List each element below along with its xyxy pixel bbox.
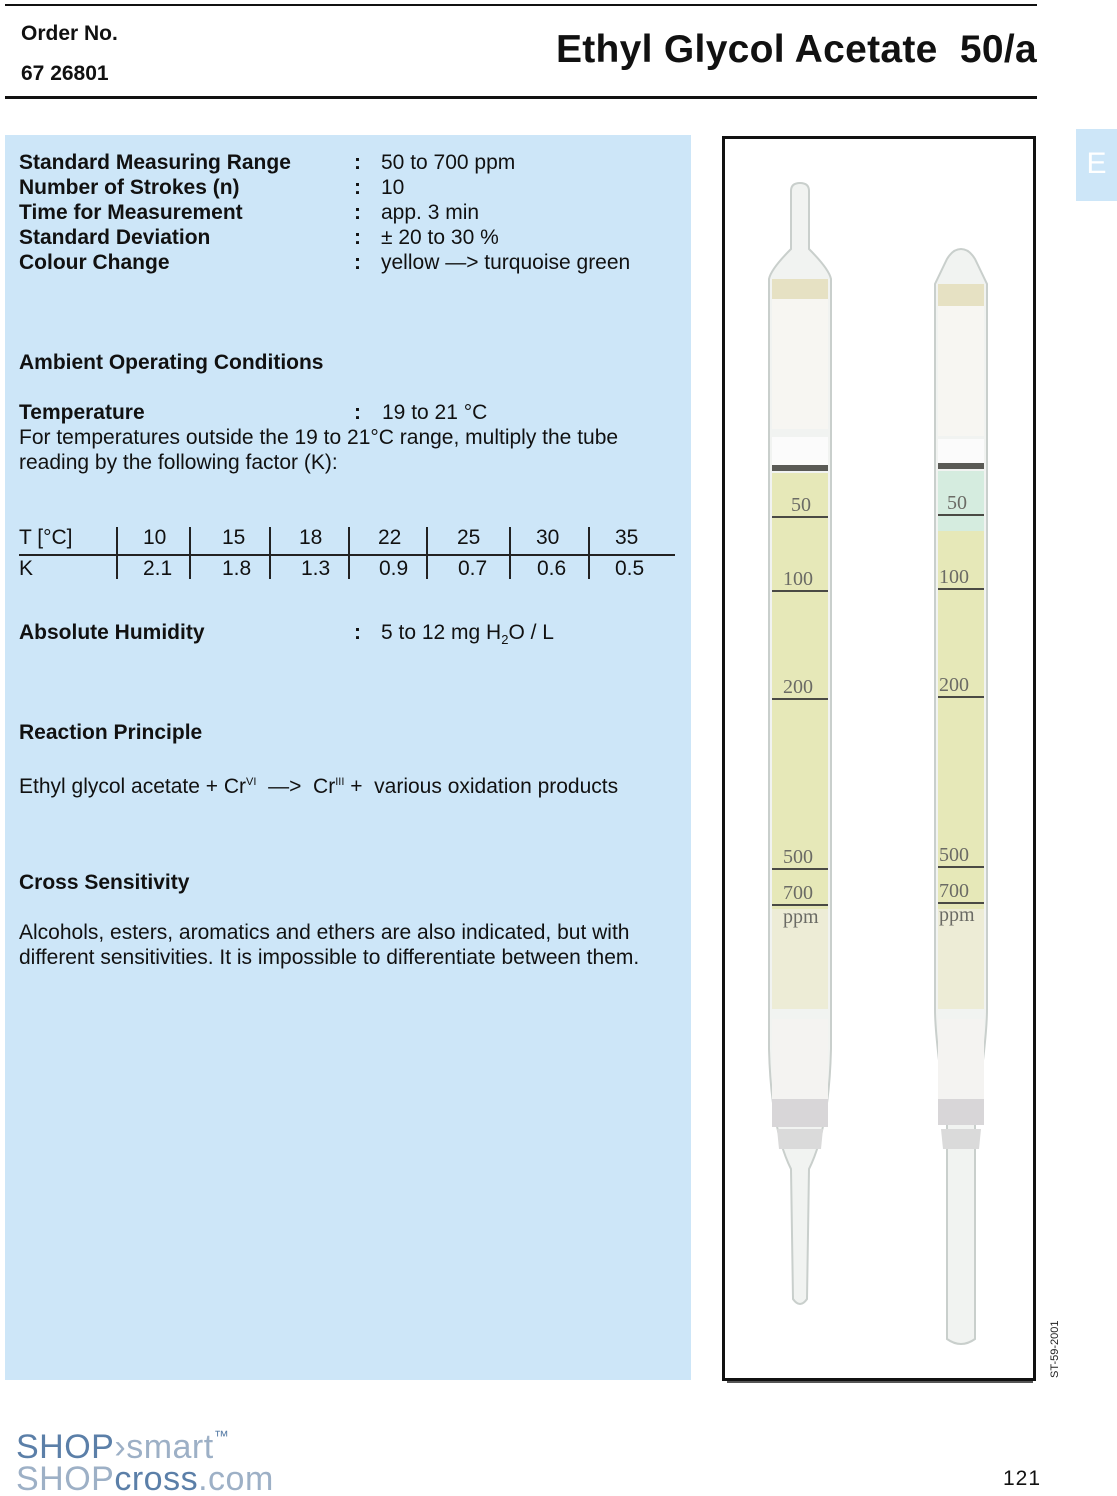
cross-text-line2: different sensitivities. It is impossible to differentiate between them. <box>19 946 640 969</box>
table-separator <box>116 527 118 579</box>
table-cell: 0.7 <box>458 557 488 580</box>
info-panel <box>5 135 691 1380</box>
spec-value-deviation: ± 20 to 30 % <box>381 226 499 249</box>
tube-exposed <box>935 249 987 1344</box>
table-cell: 10 <box>143 526 167 549</box>
table-cell: 0.5 <box>615 557 645 580</box>
table-cell: 2.1 <box>143 557 173 580</box>
top-rule <box>5 4 1037 6</box>
table-cell: 1.3 <box>301 557 331 580</box>
shopsmart-logo[interactable]: SHOP›smart™ <box>16 1428 230 1466</box>
table-cell: 35 <box>615 526 639 549</box>
tube-scale-label: 500 <box>783 846 813 868</box>
table-separator <box>509 527 511 579</box>
table-separator <box>189 527 191 579</box>
table-cell: 0.6 <box>537 557 567 580</box>
order-label: Order No. <box>21 22 118 45</box>
image-code: ST-59-2001 <box>1049 1320 1061 1378</box>
table-cell: 22 <box>378 526 402 549</box>
spec-value-time: app. 3 min <box>381 201 480 224</box>
language-tab[interactable]: E <box>1076 129 1117 201</box>
reaction-heading: Reaction Principle <box>19 721 203 744</box>
table-separator <box>588 527 590 579</box>
photo-underline <box>727 1381 1033 1383</box>
reaction-arrow: —> <box>268 775 302 798</box>
tube-scale-label: 700 <box>783 882 813 904</box>
colon: : <box>354 251 361 274</box>
ambient-heading: Ambient Operating Conditions <box>19 351 324 374</box>
humidity-label: Absolute Humidity <box>19 621 205 644</box>
spec-value-colour: yellow —> turquoise green <box>381 251 631 274</box>
temperature-value: 19 to 21 °C <box>382 401 488 424</box>
cross-heading: Cross Sensitivity <box>19 871 190 894</box>
spec-label-deviation: Standard Deviation <box>19 226 211 249</box>
temperature-label: Temperature <box>19 401 145 424</box>
humidity-value: 5 to 12 mg $H_2O$ / L <box>381 621 554 648</box>
page-number: 121 <box>1003 1467 1042 1490</box>
table-separator <box>269 527 271 579</box>
table-row-label: T [°C] <box>19 526 73 549</box>
tube-scale-label: 100 <box>939 566 969 588</box>
colon: : <box>354 401 361 424</box>
tube-unused <box>769 183 831 1304</box>
table-cell: 0.9 <box>379 557 409 580</box>
tube-scale-label: 500 <box>939 844 969 866</box>
order-number: 67 26801 <box>21 62 109 85</box>
table-cell: 1.8 <box>222 557 252 580</box>
tube-scale-label: 100 <box>783 568 813 590</box>
colon: : <box>354 151 361 174</box>
tube-scale-label: 50 <box>791 494 811 516</box>
table-cell: 25 <box>457 526 481 549</box>
temperature-note-line2: reading by the following factor (K): <box>19 451 338 474</box>
spec-label-time: Time for Measurement <box>19 201 243 224</box>
table-separator <box>426 527 428 579</box>
temperature-note-line1: For temperatures outside the 19 to 21°C range, multiply the tube <box>19 426 619 449</box>
tube-scale-label: 200 <box>783 676 813 698</box>
colon: : <box>354 176 361 199</box>
shopcross-logo[interactable]: SHOPcross.com <box>16 1460 274 1496</box>
header-rule <box>5 96 1037 99</box>
table-separator <box>348 527 350 579</box>
colon: : <box>354 226 361 249</box>
spec-label-range: Standard Measuring Range <box>19 151 291 174</box>
tube-scale-label: ppm <box>939 904 975 926</box>
detector-tube-photo <box>722 136 1036 1381</box>
reaction-equation: Ethyl glycol acetate + $Cr^{VI}$ —> $Cr^{III}$ + various oxidation products <box>19 775 619 798</box>
spec-label-strokes: Number of Strokes (n) <box>19 176 240 199</box>
colon: : <box>354 621 361 644</box>
spec-label-colour: Colour Change <box>19 251 170 274</box>
tube-scale-label: 700 <box>939 880 969 902</box>
table-cell: 18 <box>299 526 323 549</box>
table-cell: 15 <box>222 526 246 549</box>
colon: : <box>354 201 361 224</box>
spec-value-strokes: 10 <box>381 176 405 199</box>
cross-text-line1: Alcohols, esters, aromatics and ethers are also indicated, but with <box>19 921 630 944</box>
detector-tubes-illustration <box>725 139 1033 1378</box>
page-title: Ethyl Glycol Acetate 50/a <box>555 28 1037 71</box>
tube-scale-label: 200 <box>939 674 969 696</box>
tube-scale-label: 50 <box>947 492 967 514</box>
tube-scale-label: ppm <box>783 906 819 928</box>
table-cell: 30 <box>536 526 560 549</box>
table-row-label: K <box>19 557 34 580</box>
spec-value-range: 50 to 700 ppm <box>381 151 516 174</box>
